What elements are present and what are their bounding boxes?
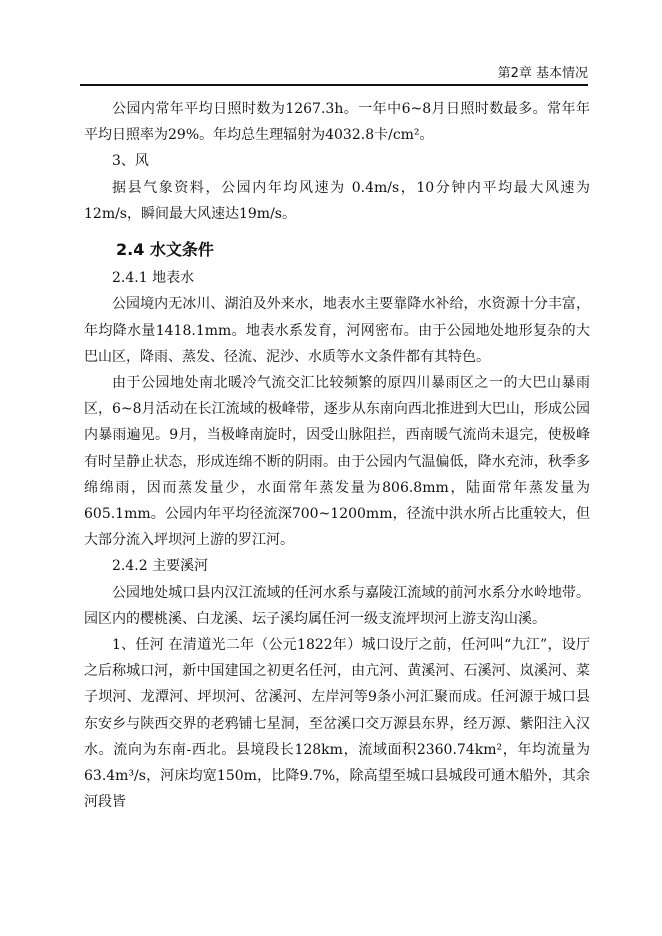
- subsection-heading-surface-water: 2.4.1 地表水: [112, 270, 195, 287]
- section-heading-hydrology: 2.4 水文条件: [116, 240, 214, 260]
- paragraph-rainstorm: 由于公园地处南北暖冷气流交汇比较频繁的原四川暴雨区之一的大巴山暴雨区，6~8月活动在长江流域的极峰带，逐步从东南向西北推进到大巴山，形成公园内暴雨遍见。9月，当极峰南旋时，因受山脉阻拦，西南暖气流尚未退完，使极峰有时呈静止状态，形成连绵不断的阴雨。由于公园内气温偏低，降水充沛，秋季多绵绵雨，因而蒸发量少，水面常年蒸发量为806.8mm，陆面常年蒸发量为605.1mm。公园内年平均径流深700~1200mm，径流中洪水所占比重较大，但大部分流入坪坝河上游的罗江河。: [84, 375, 590, 549]
- paragraph-watershed: 公园地处城口县内汉江流域的任河水系与嘉陵江流域的前河水系分水岭地带。园区内的樱桃溪、白龙溪、坛子溪均属任河一级支流坪坝河上游支沟山溪。: [84, 584, 590, 627]
- paragraph-wind: 据县气象资料，公园内年均风速为 0.4m/s，10分钟内平均最大风速为12m/s，瞬间最大风速达19m/s。: [84, 179, 590, 222]
- paragraph-sunshine: 公园内常年平均日照时数为1267.3h。一年中6~8月日照时数最多。常年年平均日照率为29%。年均总生理辐射为4032.8卡/cm²。: [84, 101, 590, 144]
- subsection-heading-rivers: 2.4.2 主要溪河: [112, 558, 209, 575]
- chapter-header: 第2章 基本情况: [497, 66, 588, 81]
- paragraph-surface-water: 公园境内无冰川、湖泊及外来水，地表水主要靠降水补给，水资源十分丰富，年均降水量1418.1mm。地表水系发育，河网密布。由于公园地处地形复杂的大巴山区，降雨、蒸发、径流、泥沙、水质等水文条件都有其特色。: [84, 296, 590, 365]
- header-divider: [80, 84, 588, 86]
- document-body: [84, 96, 590, 815]
- paragraph-ren-river: 1、任河 在清道光二年（公元1822年）城口设厅之前，任河叫“九江”，设厅之后称城口河，新中国建国之初更名任河，由亢河、黄溪河、石溪河、岚溪河、菜子坝河、龙潭河、坪坝河、岔溪河、左岸河等9条小河汇聚而成。任河源于城口县东安乡与陕西交界的老鸦铺七星洞，至岔溪口交万源县东界，经万源、紫阳注入汉水。流向为东南-西北。县境段长128km，流域面积2360.74km²，年均流量为63.4m³/s，河床均宽150m，比降9.7%，除高望至城口县城段可通木船外，其余河段皆: [84, 637, 590, 811]
- list-heading-wind: 3、风: [112, 153, 149, 170]
